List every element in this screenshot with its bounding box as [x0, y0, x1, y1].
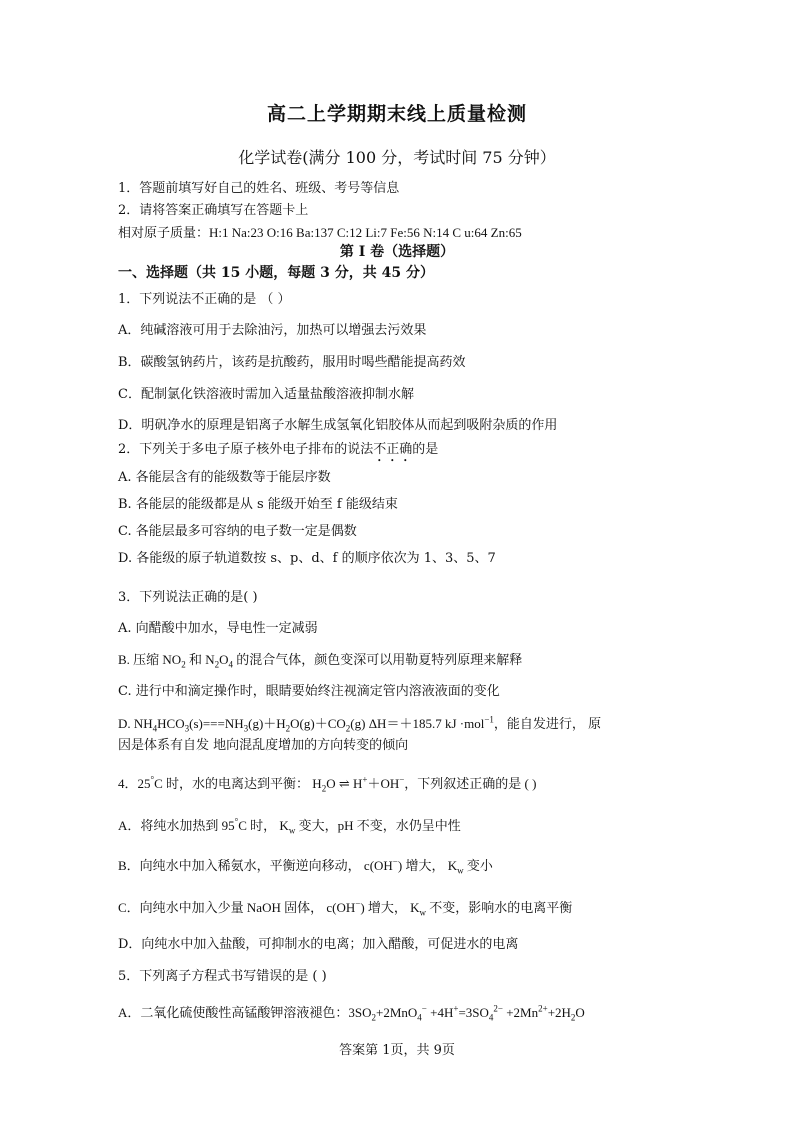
- note-2: 2．请将答案正确填写在答题卡上: [118, 203, 309, 218]
- q4-option-c: C．向纯水中加入少量 NaOH 固体， c(OH−) 增大， $K_w$ 不变，影响水的电离平衡: [118, 898, 573, 918]
- q5-option-a: A．二氧化硫使酸性高锰酸钾溶液褪色：$3SO_2+2MnO_4^- +4H^+=3SO_4^{2-} +2Mn^{2+}+2H_2O$: [118, 1003, 585, 1023]
- q2-option-a: A. 各能层含有的能级数等于能层序数: [118, 470, 331, 485]
- q1-stem: 1．下列说法不正确的是 （ ）: [118, 292, 291, 307]
- page-footer: 答案第 1页，共 9页: [339, 1043, 455, 1058]
- q2-option-d: D. 各能级的原子轨道数按 s、p、d、f 的顺序依次为 1、3、5、7: [118, 551, 496, 566]
- q1-option-d: D．明矾净水的原理是铝离子水解生成氢氧化铝胶体从而起到吸附杂质的作用: [118, 418, 558, 433]
- atomic-masses: 相对原子质量：H:1 Na:23 O:16 Ba:137 C:12 Li:7 Fe:56 N:14 C u:64 Zn:65: [118, 225, 522, 240]
- q2-stem-emphasis: 不正确: [373, 442, 413, 457]
- q2-stem: [118, 442, 438, 465]
- q1-option-b: B．碳酸氢钠药片，该药是抗酸药，服用时喝些醋能提高药效: [118, 355, 466, 370]
- q3-option-a: A. 向醋酸中加水，导电性一定减弱: [118, 621, 318, 636]
- part-1-title: 第 I 卷（选择题）: [339, 244, 455, 260]
- q2-option-c: C. 各能层最多可容纳的电子数一定是偶数: [118, 524, 357, 539]
- q4-option-b: B．向纯水中加入稀氨水，平衡逆向移动， c(OH−) 增大， $K_w$ 变小: [118, 856, 493, 876]
- q4-stem: 4．25°C 时，水的电离达到平衡： $H_2O$ ⇌ H+＋OH−，下列叙述正确的是 ( ): [118, 774, 537, 794]
- q3-option-d-line2: 因是体系有自发 地向混乱度增加的方向转变的倾向: [118, 738, 409, 753]
- q2-option-b: B. 各能层的能级都是从 s 能级开始至 f 能级结束: [118, 497, 398, 512]
- q3-option-b: B. 压缩 $NO_2$ 和 $N_2O_4$ 的混合气体，颜色变深可以用勒夏特列原理来解释: [118, 652, 523, 670]
- note-1: 1．答题前填写好自己的姓名、班级、考号等信息: [118, 181, 400, 196]
- q4-option-d: D．向纯水中加入盐酸，可抑制水的电离；加入醋酸，可促进水的电离: [118, 937, 519, 952]
- q5-stem: 5．下列离子方程式书写错误的是 ( ): [118, 969, 327, 984]
- exam-subtitle: 化学试卷(满分 100 分，考试时间 75 分钟）: [238, 148, 556, 167]
- q3-option-d: D. $NH_4HCO_3(s)===NH_3(g)+H_2O(g)+CO_2(g)$ ΔH＝＋185.7 kJ ·mol$^{-1}$，能自发进行， 原: [118, 714, 602, 734]
- q3-option-c: C. 进行中和滴定操作时，眼睛要始终注视滴定管内溶液液面的变化: [118, 684, 500, 699]
- q2-stem-prefix: 2．下列关于多电子原子核外电子排布的说法: [118, 442, 374, 457]
- section-1-heading: 一、选择题（共 15 小题，每题 3 分，共 45 分）: [118, 265, 434, 281]
- page-title: 高二上学期期末线上质量检测: [266, 103, 527, 125]
- q4-option-a: A．将纯水加热到 95°C 时， $K_w$ 变大，pH 不变，水仍呈中性: [118, 816, 461, 836]
- q2-stem-suffix: 的是: [412, 442, 439, 457]
- q3-stem: 3．下列说法正确的是( ): [118, 590, 258, 605]
- q1-option-a: A．纯碱溶液可用于去除油污，加热可以增强去污效果: [118, 323, 427, 338]
- q1-option-c: C．配制氯化铁溶液时需加入适量盐酸溶液抑制水解: [118, 387, 414, 402]
